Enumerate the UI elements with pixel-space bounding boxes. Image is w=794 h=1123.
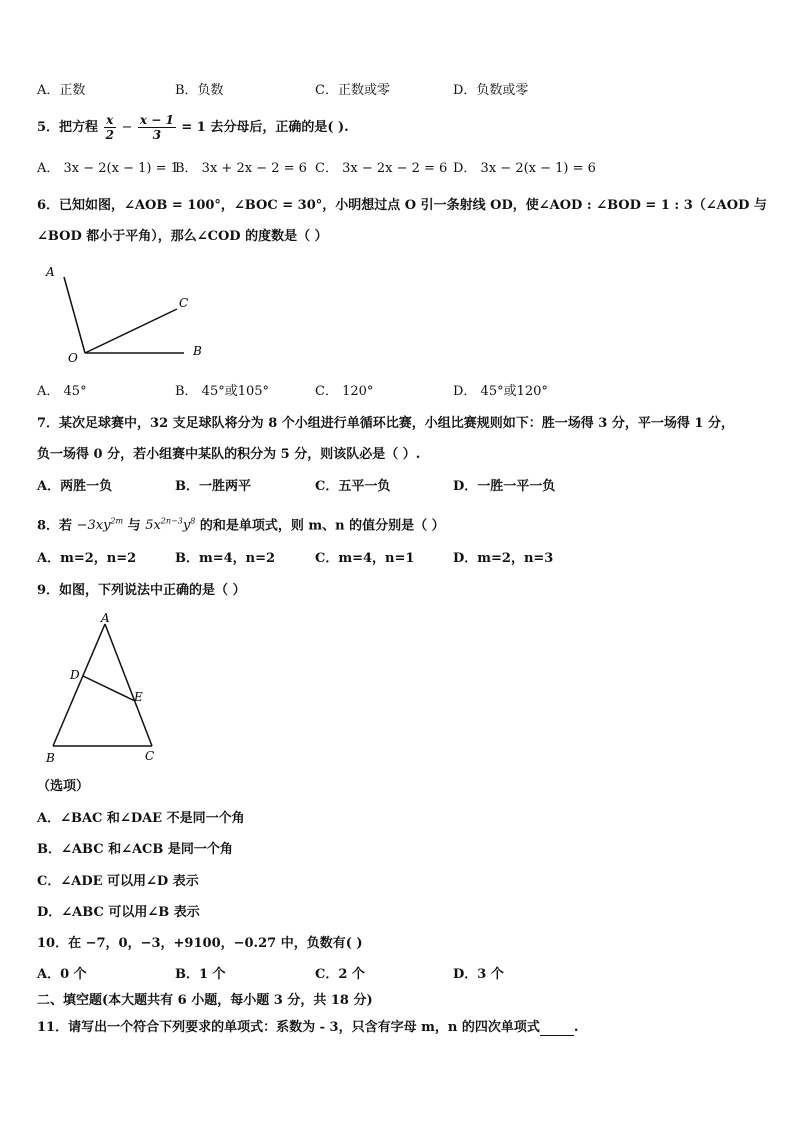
- q8-prefix: 8．若: [37, 518, 73, 534]
- q6-option-a: A． 45°: [37, 384, 87, 399]
- q5-option-b: B． 3x + 2x − 2 = 6: [175, 161, 307, 176]
- side-ac: [105, 624, 152, 746]
- label-a: A: [101, 611, 110, 625]
- q9-option-c: C．∠ADE 可以用∠D 表示: [37, 874, 199, 889]
- q10-stem: 10．在 −7，0，−3，+9100，−0.27 中，负数有( ): [37, 936, 363, 951]
- q5-stem: [37, 113, 349, 142]
- label-o: O: [68, 351, 78, 365]
- q8-mid: 与: [127, 518, 141, 534]
- q8-term2-sup1: 2n−3: [160, 517, 183, 526]
- q10-option-c: C．2 个: [315, 967, 365, 982]
- q5-prefix: 5．把方程: [37, 120, 99, 135]
- q4-option-c: C．正数或零: [315, 83, 390, 98]
- q6-angle-figure: [37, 258, 227, 373]
- q5-frac1-den: 2: [105, 128, 114, 142]
- q11-end: .: [573, 1020, 579, 1035]
- q6-option-c: C． 120°: [315, 384, 374, 399]
- q6-option-d: D． 45°或120°: [453, 384, 548, 399]
- q8-stem: [37, 514, 445, 534]
- q4-option-d: D．负数或零: [453, 83, 529, 98]
- ray-oc: [85, 309, 177, 353]
- q8-term2-x: 5x: [145, 518, 161, 534]
- q9-choice-note: （选项）: [37, 779, 90, 794]
- q9-option-b: B．∠ABC 和∠ACB 是同一个角: [37, 842, 233, 857]
- q5-fraction-1: [104, 113, 116, 142]
- q8-option-d: D．m=2，n=3: [453, 551, 554, 566]
- q9-option-d: D．∠ABC 可以用∠B 表示: [37, 905, 200, 920]
- q8-term2-y: y: [182, 518, 191, 534]
- q5-option-a: A． 3x − 2(x − 1) = 1: [37, 161, 179, 176]
- q5-minus: −: [121, 120, 133, 135]
- q9-option-a: A．∠BAC 和∠DAE 不是同一个角: [37, 811, 245, 826]
- q7-stem-line1: 7．某次足球赛中，32 支足球队将分为 8 个小组进行单循环比赛，小组比赛规则如下：胜一场得 3 分，平一场得 1 分，: [37, 416, 734, 431]
- q11-answer-blank[interactable]: [540, 1023, 574, 1036]
- q8-term1-sup: 2m: [110, 517, 124, 526]
- q4-option-b: B．负数: [175, 83, 224, 98]
- q6-stem-line1: 6．已知如图，∠AOB = 100°，∠BOC = 30°，小明想过点 O 引一条射线 OD，使∠AOD : ∠BOD = 1 : 3（∠AOD 与: [37, 198, 767, 213]
- q5-option-c: C． 3x − 2x − 2 = 6: [315, 161, 448, 176]
- q5-suffix: = 1 去分母后，正确的是( ).: [181, 120, 349, 135]
- q6-stem-line2: ∠BOD 都小于平角），那么∠COD 的度数是（ ）: [37, 229, 328, 244]
- q5-fraction-2: [138, 113, 176, 142]
- q10-option-d: D．3 个: [453, 967, 504, 982]
- q8-option-a: A．m=2，n=2: [37, 551, 137, 566]
- side-ab: [53, 624, 105, 746]
- label-b: B: [193, 344, 202, 358]
- q11-text: 11．请写出一个符合下列要求的单项式：系数为 - 3，只含有字母 m，n 的四次单项式: [37, 1020, 540, 1035]
- q10-option-a: A．0 个: [37, 967, 87, 982]
- q7-option-b: B．一胜两平: [175, 479, 251, 494]
- q7-option-d: D．一胜一平一负: [453, 479, 556, 494]
- q7-option-a: A．两胜一负: [37, 479, 113, 494]
- q7-option-c: C．五平一负: [315, 479, 391, 494]
- q4-option-a: A．正数: [37, 83, 86, 98]
- label-e: E: [134, 690, 143, 704]
- q8-term1: [77, 518, 124, 533]
- q8-term2-sup2: 8: [190, 517, 196, 526]
- q6-option-b: B． 45°或105°: [175, 384, 270, 399]
- label-c: C: [145, 749, 155, 763]
- q7-stem-line2: 负一场得 0 分，若小组赛中某队的积分为 5 分，则该队必是（ ）.: [37, 447, 421, 462]
- label-d: D: [70, 668, 80, 682]
- label-b: B: [46, 751, 55, 765]
- q8-suffix: 的和是单项式，则 m、n 的值分别是（ ）: [199, 518, 445, 534]
- q8-term1-base: −3xy: [76, 518, 111, 534]
- q8-option-c: C．m=4，n=1: [315, 551, 415, 566]
- q9-stem: 9．如图，下列说法中正确的是（ ）: [37, 583, 246, 598]
- label-c: C: [179, 296, 189, 310]
- q11-stem: [37, 1020, 578, 1036]
- q9-triangle-figure: [37, 610, 177, 765]
- q8-term2: [145, 518, 195, 533]
- label-a: A: [46, 265, 55, 279]
- q5-frac2-num: x − 1: [139, 113, 174, 127]
- q5-frac2-den: 3: [152, 128, 162, 142]
- q5-option-d: D． 3x − 2(x − 1) = 6: [453, 161, 596, 176]
- section-2-heading: 二、填空题(本大题共有 6 小题，每小题 3 分，共 18 分): [37, 993, 373, 1008]
- q8-option-b: B．m=4，n=2: [175, 551, 276, 566]
- q10-option-b: B．1 个: [175, 967, 226, 982]
- ray-oa: [64, 277, 85, 353]
- q5-frac1-num: x: [104, 113, 116, 128]
